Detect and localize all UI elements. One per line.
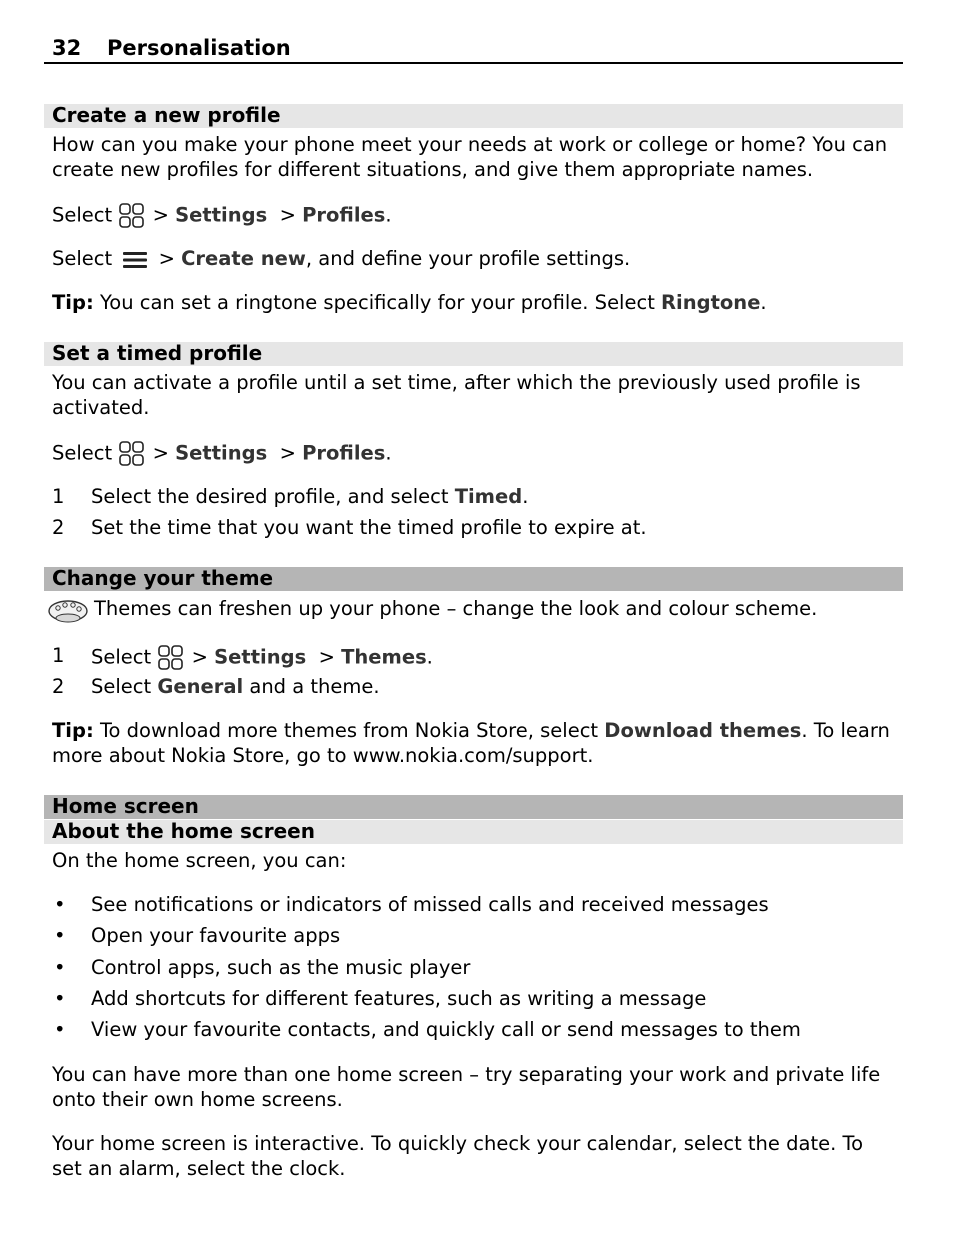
step-number: 1 bbox=[52, 644, 65, 667]
apps-grid-icon bbox=[118, 440, 146, 468]
list-item: Control apps, such as the music player bbox=[91, 956, 471, 979]
theme-palette-icon bbox=[46, 598, 90, 626]
chapter-title: Personalisation bbox=[107, 36, 291, 60]
menu-icon bbox=[118, 248, 152, 272]
theme-tip: Tip: To download more themes from Nokia Store, select Download themes. To learn more about Nokia Store, go to www.nokia.com/support. bbox=[52, 719, 890, 767]
bullet-marker: • bbox=[54, 893, 66, 916]
create-profile-intro: How can you make your phone meet your needs at work or college or home? You can create new profiles for different situations, and give them appropriate names. bbox=[52, 133, 888, 181]
list-item: Add shortcuts for different features, such as writing a message bbox=[91, 987, 707, 1010]
section-heading-timed-profile: Set a timed profile bbox=[44, 342, 903, 366]
manual-page bbox=[44, 0, 903, 1258]
section-heading-home-screen: Home screen bbox=[44, 795, 903, 819]
bullet-marker: • bbox=[54, 956, 66, 979]
bullet-marker: • bbox=[54, 987, 66, 1010]
timed-profile-path: Select > Settings > Profiles. bbox=[52, 440, 392, 468]
timed-profile-intro: You can activate a profile until a set time, after which the previously used profile is activated. bbox=[52, 371, 861, 419]
section-heading-create-profile: Create a new profile bbox=[44, 104, 903, 128]
theme-step-1: Select > Settings > Themes. bbox=[91, 644, 433, 672]
bullet-marker: • bbox=[54, 1018, 66, 1041]
apps-grid-icon bbox=[157, 644, 185, 672]
list-item: View your favourite contacts, and quickly call or send messages to them bbox=[91, 1018, 801, 1041]
step-number: 1 bbox=[52, 485, 65, 508]
step-number: 2 bbox=[52, 675, 65, 698]
home-para-1: You can have more than one home screen – try separating your work and private life onto their own home screens. bbox=[52, 1063, 881, 1111]
page-header bbox=[44, 34, 903, 64]
apps-grid-icon bbox=[118, 202, 146, 230]
subsection-heading-about-home: About the home screen bbox=[44, 820, 903, 844]
timed-step-2: Set the time that you want the timed profile to expire at. bbox=[91, 516, 647, 539]
list-item: Open your favourite apps bbox=[91, 924, 341, 947]
home-intro: On the home screen, you can: bbox=[52, 849, 347, 872]
timed-step-1: Select the desired profile, and select Timed. bbox=[91, 485, 529, 508]
section-heading-theme: Change your theme bbox=[44, 567, 903, 591]
theme-intro: Themes can freshen up your phone – change the look and colour scheme. bbox=[94, 597, 818, 620]
step-number: 2 bbox=[52, 516, 65, 539]
create-profile-tip: Tip: You can set a ringtone specifically for your profile. Select Ringtone. bbox=[52, 291, 767, 314]
create-new-path: Select > Create new, and define your profile settings. bbox=[52, 247, 631, 270]
bullet-marker: • bbox=[54, 924, 66, 947]
create-profile-path: Select > Settings > Profiles. bbox=[52, 202, 392, 230]
home-para-2: Your home screen is interactive. To quickly check your calendar, select the date. To set an alarm, select the clock. bbox=[52, 1132, 864, 1180]
theme-step-2: Select General and a theme. bbox=[91, 675, 380, 698]
list-item: See notifications or indicators of missed calls and received messages bbox=[91, 893, 769, 916]
page-number: 32 bbox=[52, 36, 82, 60]
